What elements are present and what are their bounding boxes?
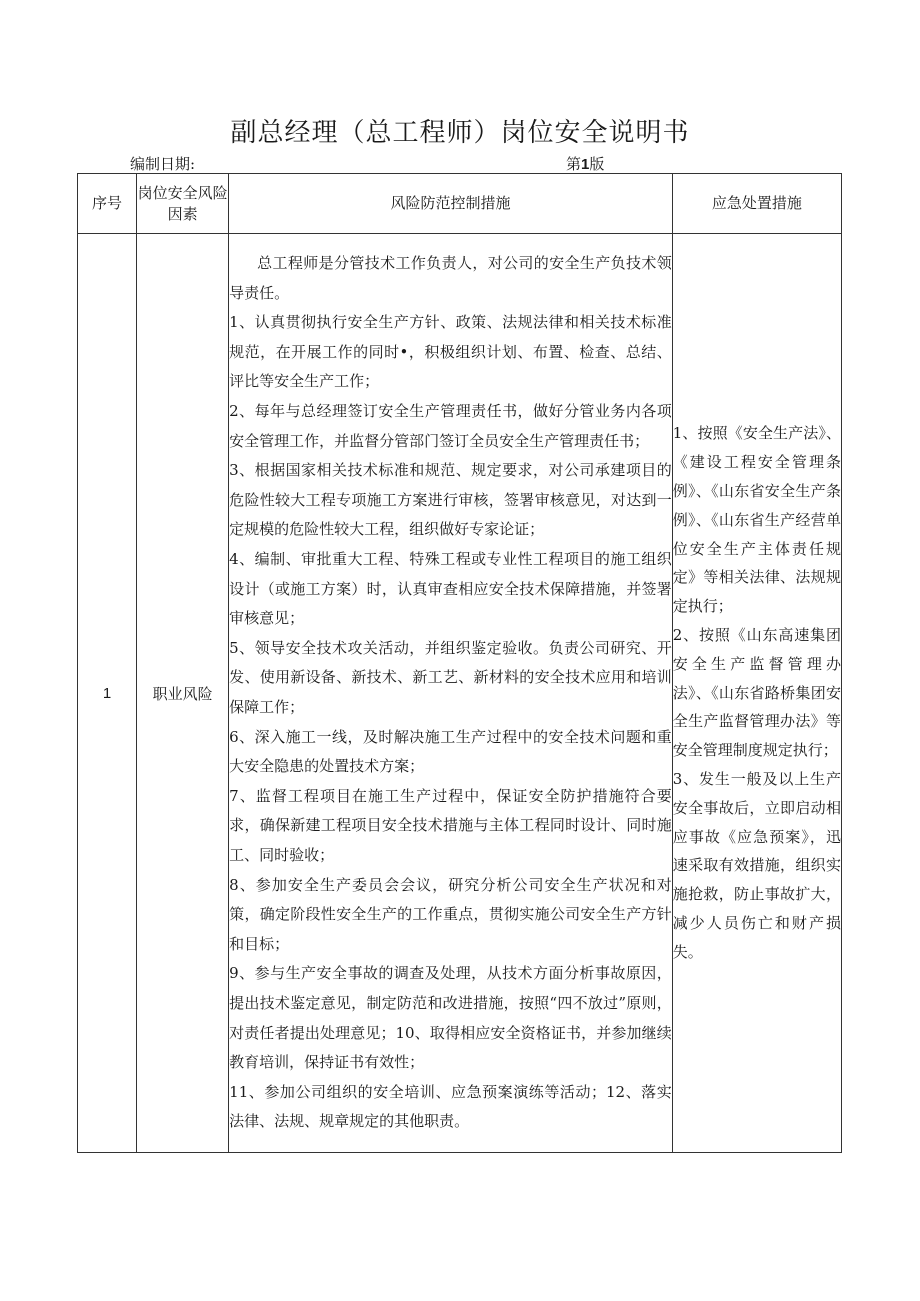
measure-item: 4、编制、审批重大工程、特殊工程或专业性工程项目的施工组织设计（或施工方案）时，认真审查相应安全技术保障措施，并签署审核意见； <box>229 550 672 628</box>
table-header-row <box>78 174 842 234</box>
emergency-item: 3、发生一般及以上生产安全事故后，立即启动相应事故《应急预案》，迅速采取有效措施，组织实施抢救，防止事故扩大，减少人员伤亡和财产损失。 <box>672 769 841 961</box>
measure-item: 3、根据国家相关技术标准和规范、规定要求，对公司承建项目的危险性较大工程专项施工方案进行审核，签署审核意见，对达到一定规模的危险性较大工程，组织做好专家论证； <box>229 461 672 539</box>
row-index: 1 <box>78 234 137 1153</box>
measure-item: 2、每年与总经理签订安全生产管理责任书，做好分管业务内各项安全管理工作，并监督分管部门签订全员安全生产管理责任书； <box>229 402 672 450</box>
version-label <box>566 153 604 174</box>
header-emergency-measures: 应急处置措施 <box>672 174 841 234</box>
emergency-item: 2、按照《山东高速集团安全生产监督管理办法》、《山东省路桥集团安全生产监督管理办法》等安全管理制度规定执行； <box>672 626 841 760</box>
measure-item: 5、领导安全技术攻关活动，并组织鉴定验收。负责公司研究、开发、使用新设备、新技术、新工艺、新材料的安全技术应用和培训保障工作； <box>229 638 672 716</box>
row-emergency-measures <box>672 234 841 1153</box>
measures-intro: 总工程师是分管技术工作负责人，对公司的安全生产负技术领导责任。 <box>229 254 672 302</box>
compile-date-label: 编制日期: <box>130 155 196 173</box>
page-title: 副总经理（总工程师）岗位安全说明书 <box>230 118 690 148</box>
measure-item: 8、参加安全生产委员会会议，研究分析公司安全生产状况和对策，确定阶段性安全生产的工作重点，贯彻实施公司安全生产方针和目标； <box>229 875 672 953</box>
header-index: 序号 <box>78 174 137 234</box>
emergency-item: 1、按照《安全生产法》、《建设工程安全管理条例》、《山东省安全生产条例》、《山东省生产经营单位安全生产主体责任规定》等相关法律、法规规定执行； <box>672 424 841 616</box>
measure-item: 6、深入施工一线，及时解决施工生产过程中的安全技术问题和重大安全隐患的处置技术方案； <box>229 727 672 776</box>
version-suffix: 版 <box>589 155 605 173</box>
measure-item: 1、认真贯彻执行安全生产方针、政策、法规法律和相关技术标准规范，在开展工作的同时•，积极组织计划、布置、检查、总结、评比等安全生产工作； <box>229 313 672 391</box>
measure-item: 11、参加公司组织的安全培训、应急预案演练等活动；12、落实法律、法规、规章规定的其他职责。 <box>229 1082 672 1131</box>
version-prefix: 第 <box>566 155 582 173</box>
version-number: 1 <box>581 156 590 173</box>
row-risk-factor: 职业风险 <box>137 234 229 1153</box>
measure-item: 7、监督工程项目在施工生产过程中，保证安全防护措施符合要求，确保新建工程项目安全技术措施与主体工程同时设计、同时施工、同时验收； <box>229 786 672 864</box>
safety-responsibility-table <box>77 173 842 1153</box>
measure-item: 9、参与生产安全事故的调查及处理，从技术方面分析事故原因，提出技术鉴定意见，制定防范和改进措施，按照“四不放过”原则，对责任者提出处理意见；10、取得相应安全资格证书，并参加继续教育培训，保持证书有效性； <box>229 964 672 1072</box>
header-risk-factor: 岗位安全风险因素 <box>137 174 229 234</box>
table-row <box>78 234 842 1153</box>
header-control-measures: 风险防范控制措施 <box>229 174 673 234</box>
row-control-measures <box>229 234 673 1153</box>
